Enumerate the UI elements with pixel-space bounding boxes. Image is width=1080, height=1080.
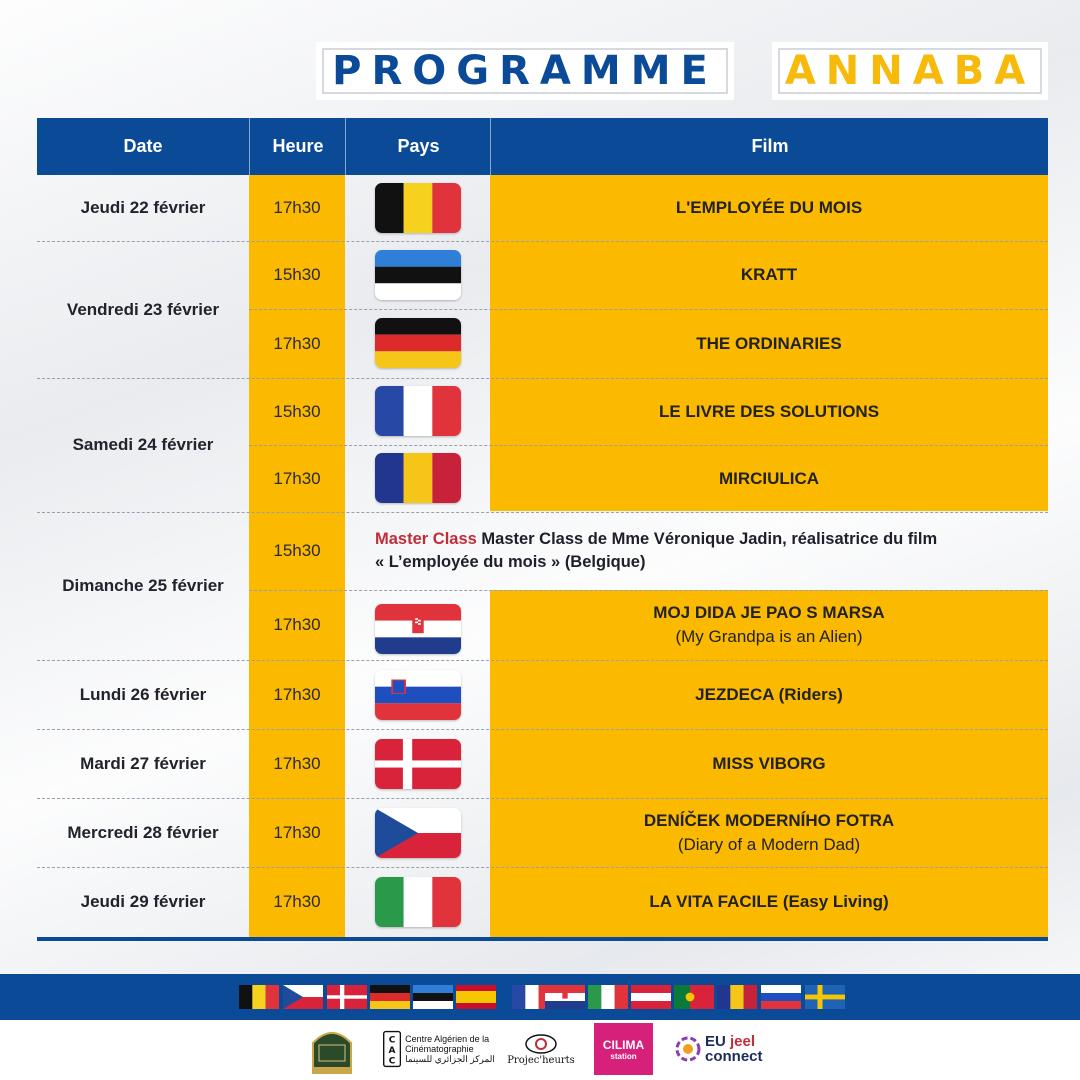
estonia-flag-icon <box>413 985 453 1009</box>
eu-logo-text: EU <box>705 1033 726 1050</box>
date-cell: Dimanche 25 février <box>62 576 224 595</box>
svg-text:C: C <box>388 1056 396 1067</box>
master-class-tag: Master Class <box>375 530 477 548</box>
film-title: THE ORDINARIES <box>696 333 842 353</box>
film-title: MISS VIBORG <box>712 753 826 773</box>
italy-flag-icon <box>588 985 628 1009</box>
header-date: Date <box>123 136 163 156</box>
time-cell: 17h30 <box>273 753 321 773</box>
time-cell: 15h30 <box>273 265 321 284</box>
film-subtitle: (My Grandpa is an Alien) <box>675 627 863 646</box>
time-cell: 17h30 <box>273 615 321 634</box>
belgium-flag-icon <box>375 183 461 233</box>
denmark-flag-icon <box>375 739 461 789</box>
cac-logo-text-ar: المركز الجزائري للسينما <box>405 1054 495 1064</box>
cilima-station-logo <box>594 1023 653 1075</box>
date-cell: Mercredi 28 février <box>67 822 219 842</box>
cilima-logo-sub: station <box>610 1051 637 1061</box>
connect-logo-text: connect <box>705 1048 763 1065</box>
romania-flag-icon <box>375 453 461 503</box>
header-heure: Heure <box>249 118 346 175</box>
croatia-flag-icon <box>375 604 461 654</box>
date-cell: Jeudi 29 février <box>80 892 206 911</box>
jeel-logo-text: jeel <box>730 1033 756 1050</box>
header-pays: Pays <box>345 118 491 175</box>
film-title: L'EMPLOYÉE DU MOIS <box>675 198 863 217</box>
eu-jeel-connect-logo <box>675 1023 785 1075</box>
sweden-flag-icon <box>805 985 845 1009</box>
date-cell: Mardi 27 février <box>80 753 206 773</box>
time-cell: 15h30 <box>273 541 321 560</box>
city-title: ANNABA <box>772 42 1048 100</box>
austria-flag-icon <box>631 985 671 1009</box>
film-title: LE LIVRE DES SOLUTIONS <box>658 401 880 421</box>
projecheurts-logo <box>509 1023 573 1075</box>
time-cell: 17h30 <box>273 822 321 842</box>
svg-text:C: C <box>388 1035 396 1046</box>
date-cell: Samedi 24 février <box>72 435 214 454</box>
master-class-text: Master Class de Mme Véronique Jadin, réalisatrice du film <box>481 530 938 548</box>
table-header <box>37 118 1048 175</box>
croatia-flag-icon <box>545 985 585 1009</box>
film-title: MIRCIULICA <box>718 468 820 488</box>
time-cell: 17h30 <box>273 684 321 704</box>
film-title: JEZDECA (Riders) <box>695 684 843 704</box>
film-subtitle: (Diary of a Modern Dad) <box>677 834 861 854</box>
germany-flag-icon <box>375 318 461 368</box>
header-film: Film <box>490 118 1049 175</box>
slovenia-flag-icon <box>375 670 461 720</box>
svg-text:A: A <box>388 1046 396 1057</box>
cac-logo-text: Centre Algérien de la Cinématographie <box>405 1034 490 1054</box>
time-cell: 17h30 <box>273 468 321 488</box>
time-cell: 17h30 <box>273 198 321 217</box>
italy-flag-icon <box>375 877 461 927</box>
romania-flag-icon <box>717 985 757 1009</box>
master-class-note <box>375 528 1015 574</box>
programme-title: PROGRAMME <box>316 42 734 100</box>
portugal-flag-icon <box>674 985 714 1009</box>
film-title: DENÍČEK MODERNÍHO FOTRA (Diary of a Modern Dad) <box>490 798 1048 867</box>
film-title: MOJ DIDA JE PAO S MARSA (My Grandpa is an Alien) <box>490 590 1048 660</box>
denmark-flag-icon <box>327 985 367 1009</box>
date-cell: Jeudi 22 février <box>80 198 206 217</box>
table-bottom-rule <box>37 937 1048 941</box>
film-title: KRATT <box>740 265 798 284</box>
date-cell: Vendredi 23 février <box>66 299 220 319</box>
estonia-flag-icon <box>375 250 461 300</box>
time-cell: 17h30 <box>273 892 321 911</box>
projecheurts-logo-text: Projec'heurts <box>507 1054 575 1066</box>
spain-flag-icon <box>456 985 496 1009</box>
ministry-culture-logo <box>309 1023 355 1075</box>
cac-logo <box>383 1023 513 1075</box>
belgium-flag-icon <box>239 985 279 1009</box>
cilima-logo-text: CILIMA <box>602 1037 645 1052</box>
czechia-flag-icon <box>375 808 461 858</box>
date-cell: Lundi 26 février <box>79 684 207 704</box>
film-title: LA VITA FACILE (Easy Living) <box>649 892 889 911</box>
time-cell: 15h30 <box>273 401 321 421</box>
time-cell: 17h30 <box>273 333 321 353</box>
germany-flag-icon <box>370 985 410 1009</box>
master-class-text-2: « L’employée du mois » (Belgique) <box>375 553 646 571</box>
france-flag-icon <box>375 386 461 436</box>
slovenia-flag-icon <box>761 985 801 1009</box>
czechia-flag-icon <box>283 985 323 1009</box>
